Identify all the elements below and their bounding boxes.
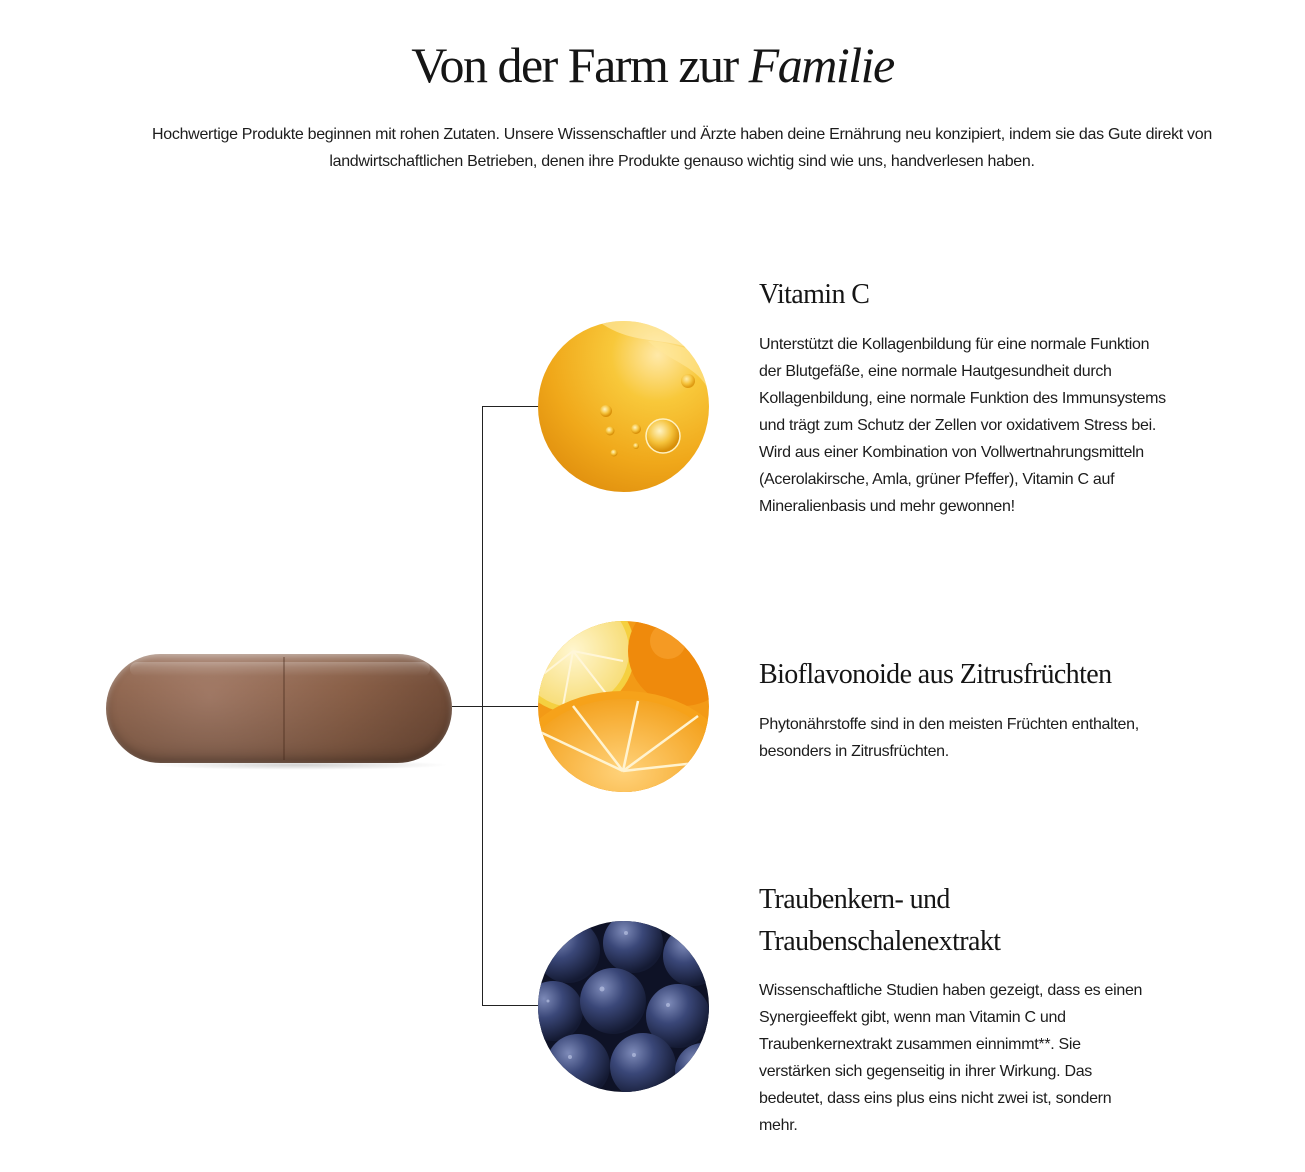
- ingredient-description: Unterstützt die Kollagenbildung für eine normale Funktion der Blutgefäße, eine normale Hautgesundheit durch Kollagenbildung, eine normale Funktion des Immunsystems und trägt zum Schutz der Zellen vor oxidativem Stress bei. Wird aus einer Kombination von Vollwertnahrungsmitteln (Acerolakirsche, Amla, grüner Pfeffer), Vitamin C auf Mineralienbasis und mehr gewonnen!: [759, 336, 1166, 515]
- ingredient-title: Traubenkern- und Traubenschalenextrakt: [759, 884, 1001, 957]
- capsule-seam: [283, 657, 285, 760]
- citrus-fruit-image: [538, 621, 709, 792]
- intro-text: Hochwertige Produkte beginnen mit rohen Zutaten. Unsere Wissenschaftler und Ärzte haben deine Ernährung neu konzipiert, indem sie das Gute direkt von landwirtschaftlichen Betrieben, denen ihre Produkte genauso wichtig sind wie uns, handverlesen haben.: [152, 126, 1212, 170]
- ingredient-title: Bioflavonoide aus Zitrusfrüchten: [759, 659, 1112, 690]
- page-title: [0, 36, 1305, 94]
- page-title-plain: Von der Farm zur: [411, 37, 749, 93]
- page-title-italic: Familie: [748, 37, 894, 93]
- ingredient-description: Wissenschaftliche Studien haben gezeigt, dass es einen Synergieeffekt gibt, wenn man Vitamin C und Traubenkernextrakt zusammen einnimmt**. Sie verstärken sich gegenseitig in ihrer Wirkung. Das bedeutet, dass eins plus eins nicht zwei ist, sondern mehr.: [759, 982, 1143, 1134]
- connector-branch-1: [482, 406, 539, 407]
- ingredient-vitamin-c: [759, 274, 1189, 520]
- ingredient-title: Vitamin C: [759, 279, 870, 310]
- vitamin-c-liquid-image: [538, 321, 709, 492]
- grapes-image: [538, 921, 709, 1092]
- capsule-highlight: [130, 662, 430, 676]
- connector-capsule-horizontal: [452, 706, 483, 707]
- connector-branch-2: [482, 706, 539, 707]
- ingredient-citrus-bioflavonoids: [759, 654, 1189, 765]
- ingredient-grape-extract: [759, 879, 1189, 1139]
- connector-branch-3: [482, 1005, 539, 1006]
- ingredient-description: Phytonährstoffe sind in den meisten Früchten enthalten, besonders in Zitrusfrüchten.: [759, 716, 1139, 760]
